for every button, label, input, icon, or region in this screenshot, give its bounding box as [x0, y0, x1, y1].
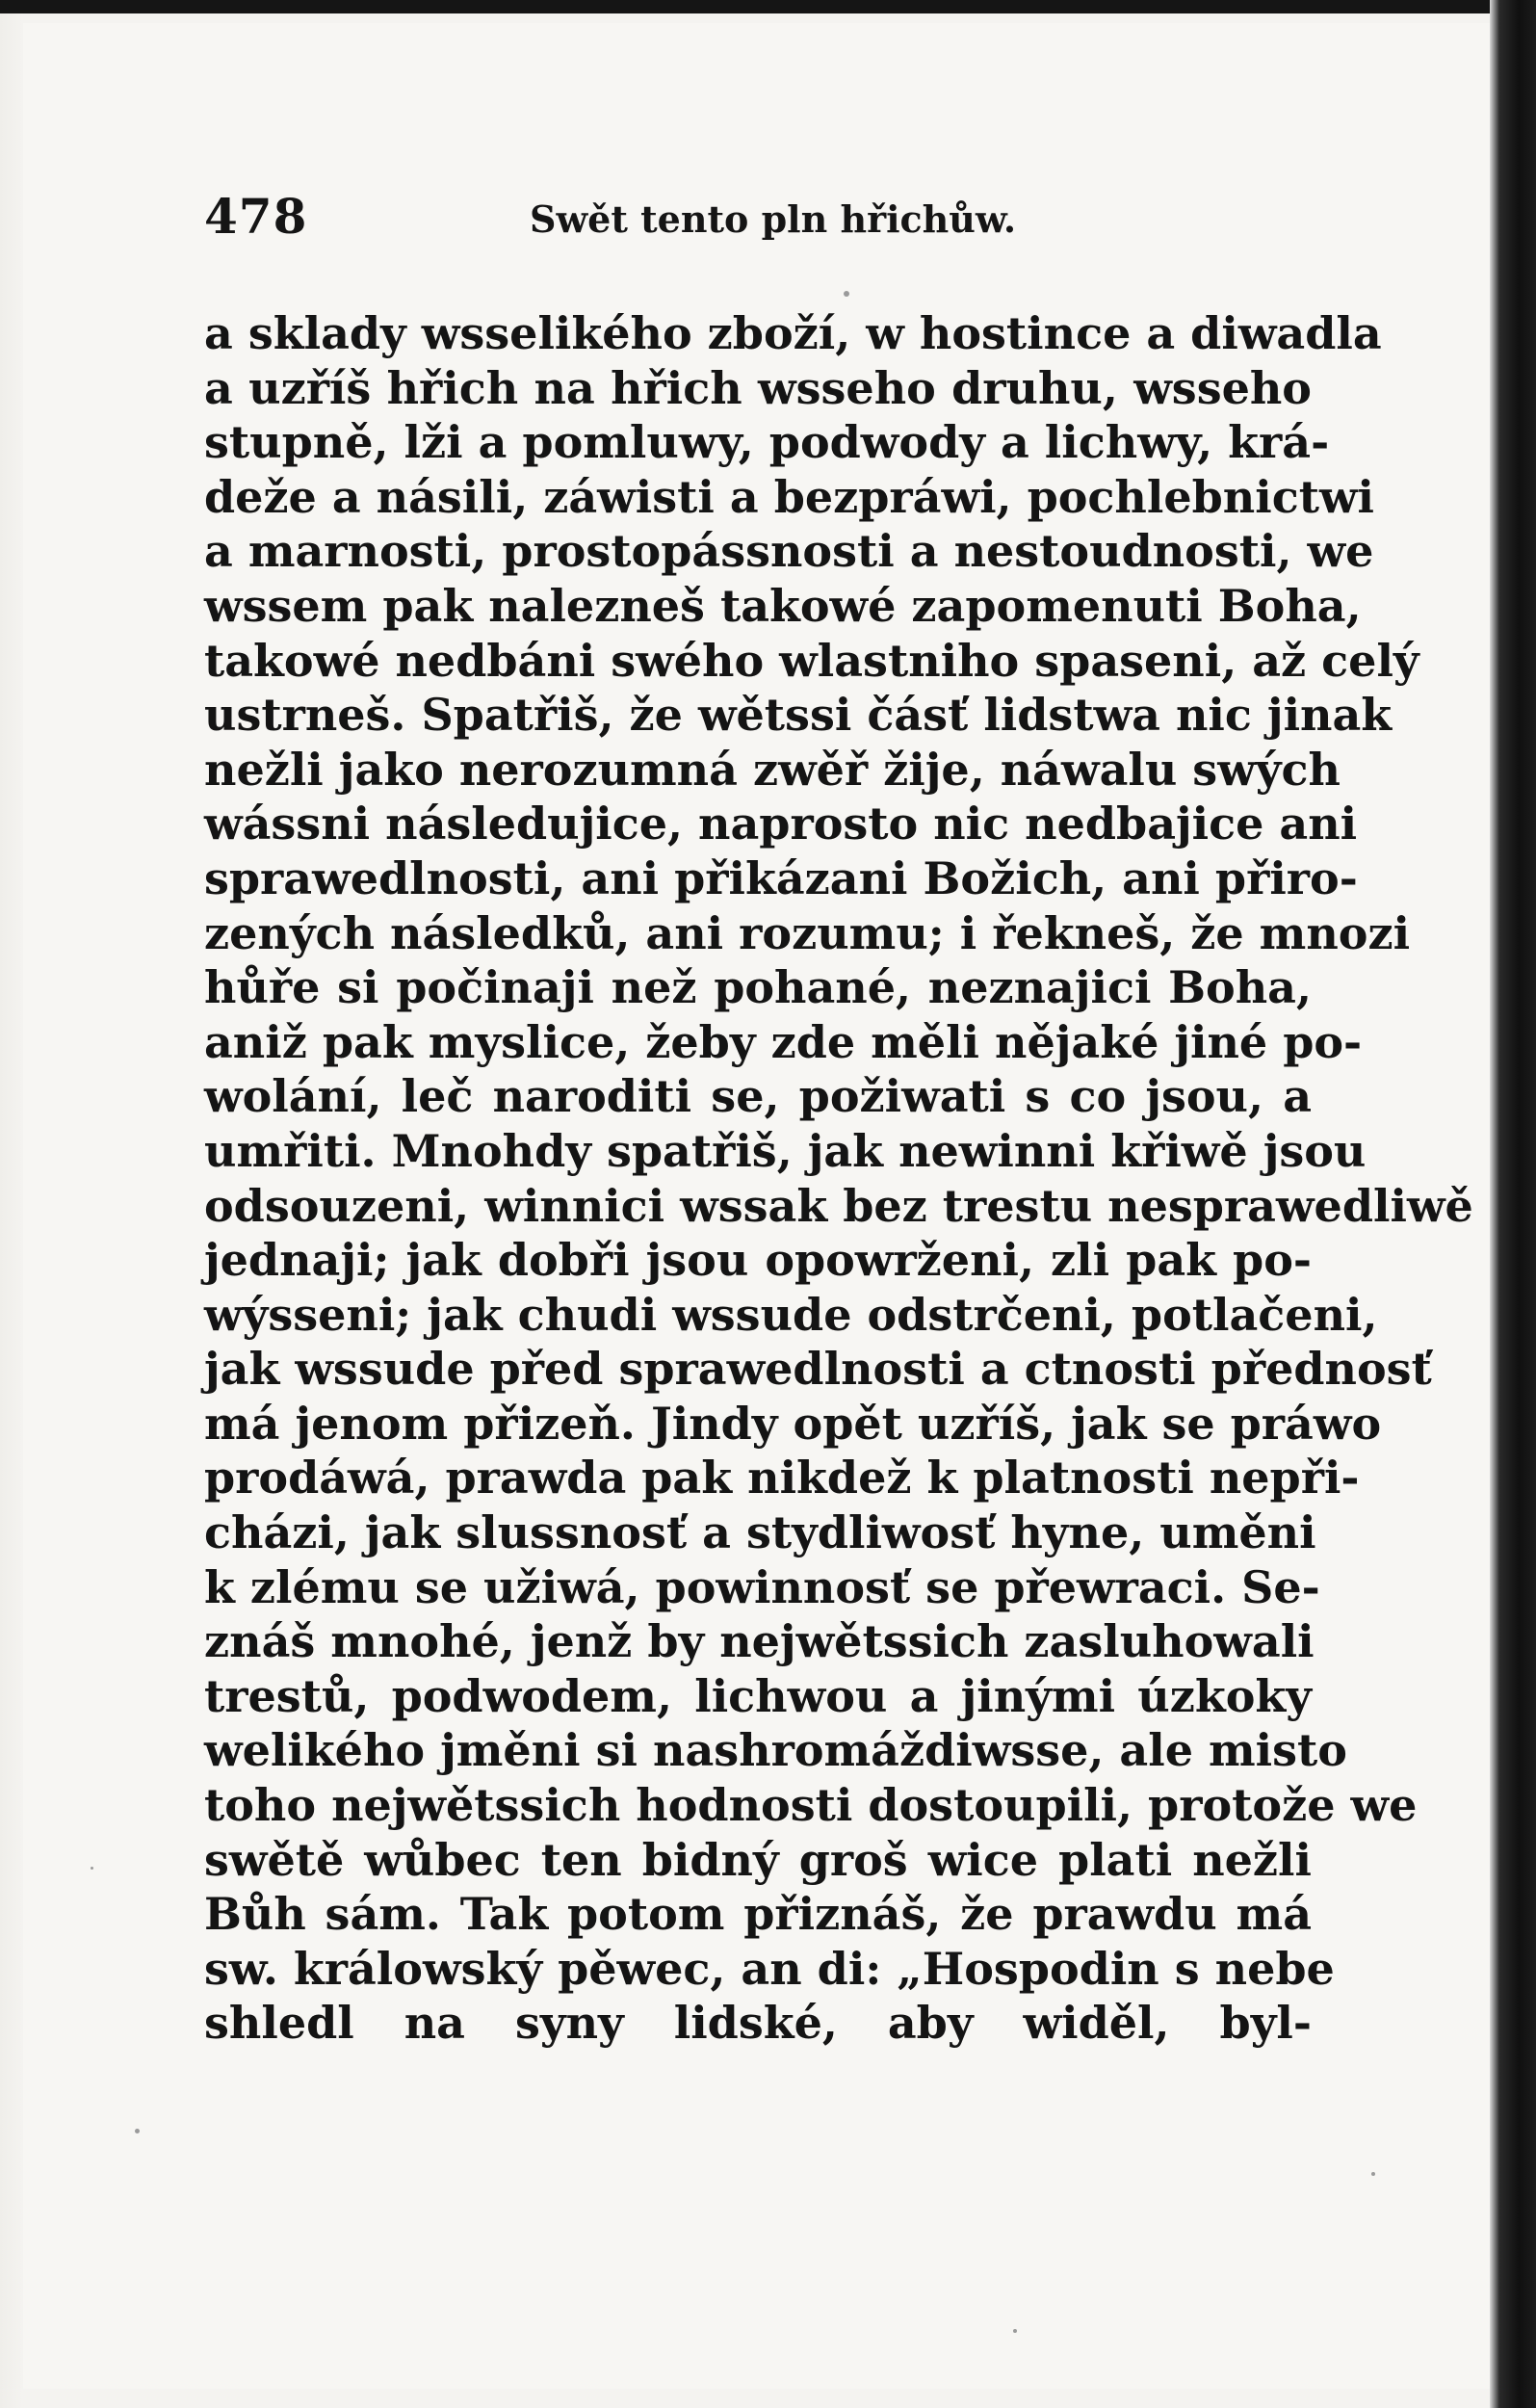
scan-speck	[91, 1867, 93, 1870]
text-line: a sklady wsselikého zboží, w hostince a diwadla	[204, 307, 1382, 359]
text-line: odsouzeni, winnici wssak bez trestu nesprawedliwě	[204, 1179, 1473, 1232]
text-line: takowé nedbáni swého wlastniho spaseni, až celý	[204, 634, 1419, 687]
scan-speck	[135, 2129, 140, 2133]
text-line: má jenom přizeň. Jindy opět uzříš, jak se práwo	[204, 1397, 1382, 1450]
text-line: cházi, jak slussnosť a stydliwosť hyne, uměni	[204, 1506, 1316, 1559]
text-line: wássni následujice, naprosto nic nedbajice ani	[204, 798, 1358, 851]
text-line: shledl na syny lidské, aby widěl, byl-	[204, 1997, 1312, 2050]
text-line: umřiti. Mnohdy spatřiš, jak newinni křiwě jsou	[204, 1124, 1367, 1177]
page-header	[204, 188, 1341, 255]
text-line: wssem pak nalezneš takowé zapomenuti Boha,	[204, 579, 1362, 632]
scan-speck	[1013, 2329, 1017, 2333]
text-line: jak wssude před sprawedlnosti a ctnosti přednosť	[204, 1343, 1432, 1396]
text-line: toho nejwětssich hodnosti dostoupili, protože we	[204, 1779, 1418, 1832]
text-line: znáš mnohé, jenž by nejwětssich zasluhowali	[204, 1615, 1315, 1668]
text-line: wolání, leč naroditi se, požiwati s co jsou, a	[204, 1070, 1312, 1123]
running-title: Swět tento pln hřichůw.	[530, 197, 1017, 241]
text-line: hůře si počinaji než pohané, neznajici Boha,	[204, 961, 1312, 1014]
scan-top-edge	[0, 0, 1536, 13]
text-line: stupně, lži a pomluwy, podwody a lichwy, krá-	[204, 416, 1330, 469]
scan-speck	[1371, 2172, 1375, 2176]
text-line: a marnosti, prostopássnosti a nestoudnosti, we	[204, 525, 1374, 578]
scan-right-edge	[1490, 0, 1536, 2408]
text-line: a uzříš hřich na hřich wsseho druhu, wsseho	[204, 361, 1312, 414]
text-line: swětě wůbec ten bidný groš wice plati nežli	[204, 1833, 1312, 1886]
scan-left-margin	[0, 0, 23, 2408]
text-line: zených následků, ani rozumu; i řekneš, že mnozi	[204, 906, 1411, 959]
text-line: jednaji; jak dobři jsou opowrženi, zli pak po-	[204, 1234, 1312, 1287]
text-line: ustrneš. Spatřiš, že wětssi čásť lidstwa nic jinak	[204, 689, 1393, 742]
text-line: k zlému se užiwá, powinnosť se přewraci. Se-	[204, 1560, 1320, 1613]
text-line: prodáwá, prawda pak nikdež k platnosti nepři-	[204, 1452, 1360, 1505]
text-line: aniž pak myslice, žeby zde měli nějaké jiné po-	[204, 1015, 1363, 1068]
text-line: nežli jako nerozumná zwěř žije, náwalu swých	[204, 743, 1341, 796]
scan-speck	[844, 291, 849, 297]
text-line: welikého jměni si nashromáždiwsse, ale misto	[204, 1724, 1347, 1777]
text-line: deže a násili, záwisti a bezpráwi, pochlebnictwi	[204, 470, 1375, 523]
text-line: sw. králowský pěwec, an di: „Hospodin s nebe	[204, 1942, 1335, 1995]
text-line: trestů, podwodem, lichwou a jinými úzkoky	[204, 1669, 1312, 1722]
text-line: sprawedlnosti, ani přikázani Božich, ani přiro-	[204, 851, 1358, 904]
page-number: 478	[204, 188, 308, 245]
text-line: wýsseni; jak chudi wssude odstrčeni, potlačeni,	[204, 1288, 1378, 1341]
text-line: Bůh sám. Tak potom přiznáš, že prawdu má	[204, 1888, 1312, 1941]
body-text	[204, 306, 1473, 2051]
